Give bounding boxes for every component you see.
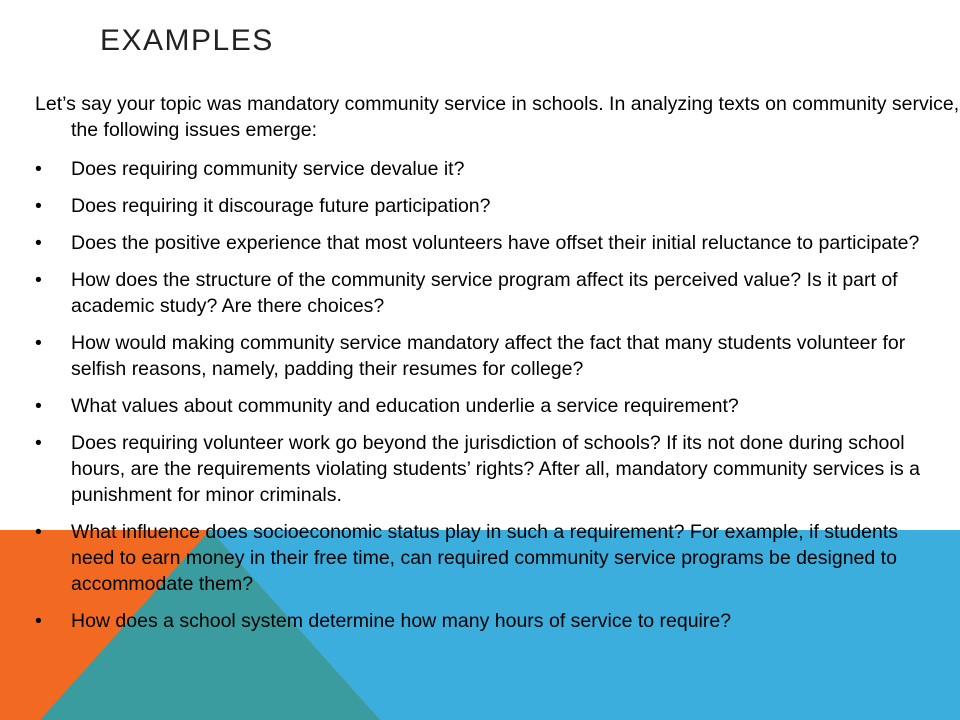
list-item bbox=[35, 330, 935, 382]
list-item-text: How would making community service mandatory affect the fact that many students volunteer for selfish reasons, namely, padding their resumes for college? bbox=[71, 332, 906, 380]
bullet-icon: • bbox=[35, 269, 42, 291]
intro-paragraph: Let’s say your topic was mandatory community service in schools. In analyzing texts on community service, the following issues emerge: bbox=[35, 93, 960, 141]
list-item bbox=[35, 193, 935, 219]
list-item bbox=[35, 230, 935, 256]
bullet-icon: • bbox=[35, 232, 42, 254]
list-item bbox=[35, 430, 935, 508]
bullet-icon: • bbox=[35, 195, 42, 217]
bullet-icon: • bbox=[35, 610, 42, 632]
bullet-icon: • bbox=[35, 432, 42, 454]
list-item-text: Does requiring community service devalue it? bbox=[71, 158, 465, 180]
list-item-text: How does a school system determine how many hours of service to require? bbox=[71, 610, 732, 632]
issues-list bbox=[35, 156, 935, 645]
list-item bbox=[35, 519, 935, 597]
list-item-text: How does the structure of the community service program affect its perceived value? Is it part of academic study? Are there choices? bbox=[71, 269, 898, 317]
bullet-icon: • bbox=[35, 521, 42, 543]
list-item bbox=[35, 608, 935, 634]
list-item-text: What values about community and education underlie a service requirement? bbox=[71, 395, 739, 417]
list-item bbox=[35, 393, 935, 419]
list-item bbox=[35, 156, 935, 182]
slide-title: EXAMPLES bbox=[100, 24, 274, 57]
bullet-icon: • bbox=[35, 395, 42, 417]
bullet-icon: • bbox=[35, 158, 42, 180]
list-item bbox=[35, 267, 935, 319]
list-item-text: What influence does socioeconomic status play in such a requirement? For example, if students need to earn money in their free time, can required community service programs be designed to accommodate them? bbox=[71, 521, 899, 595]
list-item-text: Does requiring volunteer work go beyond the jurisdiction of schools? If its not done during school hours, are the requirements violating students’ rights? After all, mandatory community services is a punishment for minor criminals. bbox=[71, 432, 920, 506]
list-item-text: Does requiring it discourage future participation? bbox=[71, 195, 491, 217]
list-item-text: Does the positive experience that most volunteers have offset their initial reluctance to participate? bbox=[71, 232, 920, 254]
bullet-icon: • bbox=[35, 332, 42, 354]
